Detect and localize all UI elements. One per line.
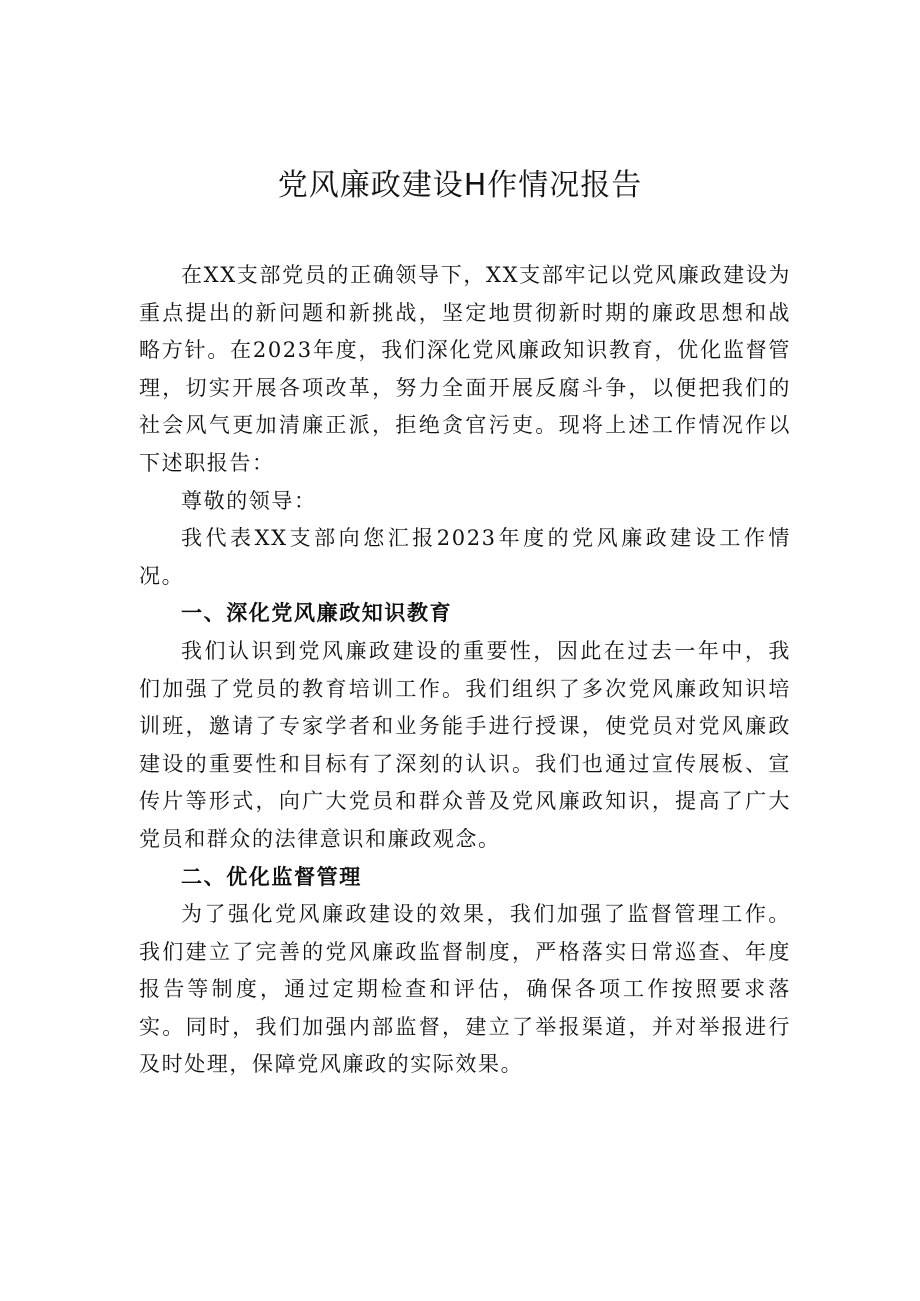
section-heading-2: 二、优化监督管理 [181, 864, 362, 889]
section-body-2: 为了强化党风廉政建设的效果，我们加强了监督管理工作。我们建立了完善的党风廉政监督制度，严格落实日常巡查、年度报告等制度，通过定期检查和评估，确保各项工作按照要求落实。同时，我们加强内部监督，建立了举报渠道，并对举报进行及时处理，保障党风廉政的实际效果。 [139, 902, 791, 1077]
section-body-1: 我们认识到党风廉政建设的重要性，因此在过去一年中，我们加强了党员的教育培训工作。我们组织了多次党风廉政知识培训班，邀请了专家学者和业务能手进行授课，使党员对党风廉政建设的重要性和目标有了深刻的认识。我们也通过宣传展板、宣传片等形式，向广大党员和群众普及党风廉政知识，提高了广大党员和群众的法律意识和廉政观念。 [139, 638, 791, 851]
salutation-paragraph: 尊敬的领导： [181, 488, 317, 513]
document-body [139, 257, 791, 1084]
page-title: 党风廉政建设H作情况报告 [277, 168, 643, 203]
intro-paragraph: 在XX支部党员的正确领导下，XX支部牢记以党风廉政建设为重点提出的新问题和新挑战，坚定地贯彻新时期的廉政思想和战略方针。在2023年度，我们深化党风廉政知识教育，优化监督管理，切实开展各项改革，努力全面开展反腐斗争，以便把我们的社会风气更加清廉正派，拒绝贪官污吏。现将上述工作情况作以下述职报告： [139, 263, 791, 475]
section-heading-1: 一、深化党风廉政知识教育 [181, 601, 453, 626]
opening-paragraph: 我代表XX支部向您汇报2023年度的党风廉政建设工作情况。 [139, 526, 791, 588]
